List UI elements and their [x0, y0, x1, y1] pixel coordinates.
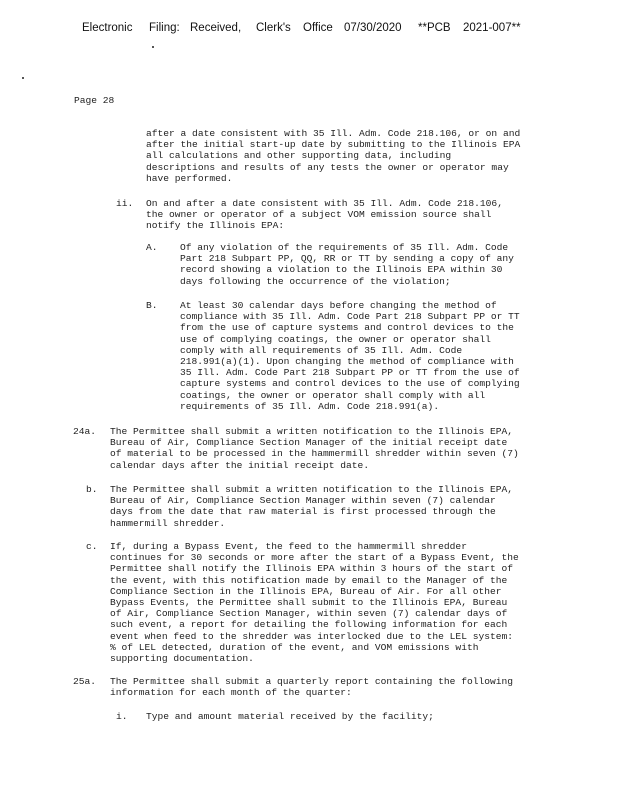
text-line: use of complying coatings, the owner or operator shall [180, 333, 491, 345]
item-label-ii: ii. [116, 198, 134, 209]
header-electronic: Electronic [82, 22, 133, 34]
text-line: after the initial start-up date by submitting to the Illinois EPA [146, 139, 521, 151]
text-line: coatings, the owner or operator shall comply with all [180, 389, 486, 401]
item-label-A: A. [146, 242, 158, 253]
text-line: The Permittee shall submit a quarterly report containing the following [110, 676, 514, 687]
text-line: 218.991(a)(1). Upon changing the method of compliance with [180, 356, 514, 368]
paragraph-B [180, 300, 520, 412]
item-label-i: i. [116, 711, 128, 722]
text-line: Of any violation of the requirements of 35 Ill. Adm. Code [180, 242, 509, 253]
text-line: have performed. [146, 172, 233, 184]
header-received: Received, [190, 22, 242, 34]
paragraph-continuation [146, 128, 520, 184]
item-label-25a: 25a. [73, 676, 97, 687]
item-label-c: c. [86, 541, 98, 552]
header-number: 2021-007** [463, 22, 521, 34]
paragraph-24a [110, 426, 519, 471]
item-label-24a: 24a. [73, 426, 97, 437]
text-line: notify the Illinois EPA: [146, 220, 285, 232]
text-line: Part 218 Subpart PP, QQ, RR or TT by sending a copy of any [180, 253, 514, 265]
text-line: of material to be processed in the hammermill shredder within seven (7) [110, 448, 519, 460]
text-line: supporting documentation. [110, 653, 254, 665]
text-line: hammermill shredder. [110, 517, 226, 529]
text-line: capture systems and control devices to the use of complying [180, 378, 520, 390]
text-line: Compliance Section in the Illinois EPA, Bureau of Air. For all other [110, 585, 502, 597]
filing-header [0, 22, 618, 38]
text-line: from the use of capture systems and control devices to the [180, 322, 514, 334]
text-line: 35 Ill. Adm. Code Part 218 Subpart PP or TT from the use of [180, 367, 520, 379]
text-line: continues for 30 seconds or more after the start of a Bypass Event, the [110, 552, 519, 564]
text-line: all calculations and other supporting data, including [146, 150, 452, 162]
text-line: days following the occurrence of the violation; [180, 275, 451, 287]
text-line: At least 30 calendar days before changing the method of [180, 300, 497, 311]
text-line: comply with all requirements of 35 Ill. Adm. Code [180, 344, 463, 356]
paragraph-c [110, 541, 519, 664]
text-line: % of LEL detected, duration of the event, and VOM emissions with [110, 641, 479, 653]
scan-speck [152, 46, 154, 48]
text-line: the event, with this notification made by email to the Manager of the [110, 574, 508, 586]
text-line: Bypass Events, the Permittee shall submit to the Illinois EPA, Bureau [110, 597, 508, 609]
text-line: Type and amount material received by the facility; [146, 711, 434, 722]
text-line: after a date consistent with 35 Ill. Adm. Code 218.106, or on and [146, 128, 521, 139]
paragraph-b [110, 484, 513, 529]
text-line: the owner or operator of a subject VOM emission source shall [146, 209, 492, 221]
page-label: Page 28 [74, 95, 115, 106]
text-line: If, during a Bypass Event, the feed to the hammermill shredder [110, 541, 467, 552]
header-date: 07/30/2020 [344, 22, 402, 34]
text-line: record showing a violation to the Illinois EPA within 30 [180, 264, 503, 276]
header-filing: Filing: [149, 22, 180, 34]
text-line: The Permittee shall submit a written notification to the Illinois EPA, [110, 484, 514, 495]
header-case: **PCB [418, 22, 451, 34]
scan-speck [22, 77, 24, 79]
text-line: descriptions and results of any tests the owner or operator may [146, 161, 509, 173]
paragraph-i [146, 711, 434, 722]
text-line: days from the date that raw material is first processed through the [110, 506, 496, 518]
text-line: On and after a date consistent with 35 Ill. Adm. Code 218.106, [146, 198, 503, 209]
text-line: The Permittee shall submit a written notification to the Illinois EPA, [110, 426, 514, 437]
paragraph-A [180, 242, 514, 287]
text-line: Bureau of Air, Compliance Section Manager of the initial receipt date [110, 437, 508, 449]
text-line: of Air, Compliance Section Manager, within seven (7) calendar days of [110, 608, 508, 620]
text-line: Permittee shall notify the Illinois EPA within 3 hours of the start of [110, 563, 514, 575]
text-line: compliance with 35 Ill. Adm. Code Part 218 Subpart PP or TT [180, 311, 520, 323]
text-line: such event, a report for detailing the following information for each [110, 619, 508, 631]
text-line: Bureau of Air, Compliance Section Manager within seven (7) calendar [110, 495, 496, 507]
paragraph-ii [146, 198, 503, 232]
header-office: Office [303, 22, 333, 34]
text-line: information for each month of the quarter: [110, 687, 352, 699]
header-clerks: Clerk's [256, 22, 291, 34]
paragraph-25a [110, 676, 513, 698]
item-label-b: b. [86, 484, 98, 495]
item-label-B: B. [146, 300, 158, 311]
text-line: requirements of 35 Ill. Adm. Code 218.991(a). [180, 400, 440, 412]
text-line: calendar days after the initial receipt date. [110, 459, 370, 471]
text-line: event when feed to the shredder was interlocked due to the LEL system: [110, 630, 514, 642]
